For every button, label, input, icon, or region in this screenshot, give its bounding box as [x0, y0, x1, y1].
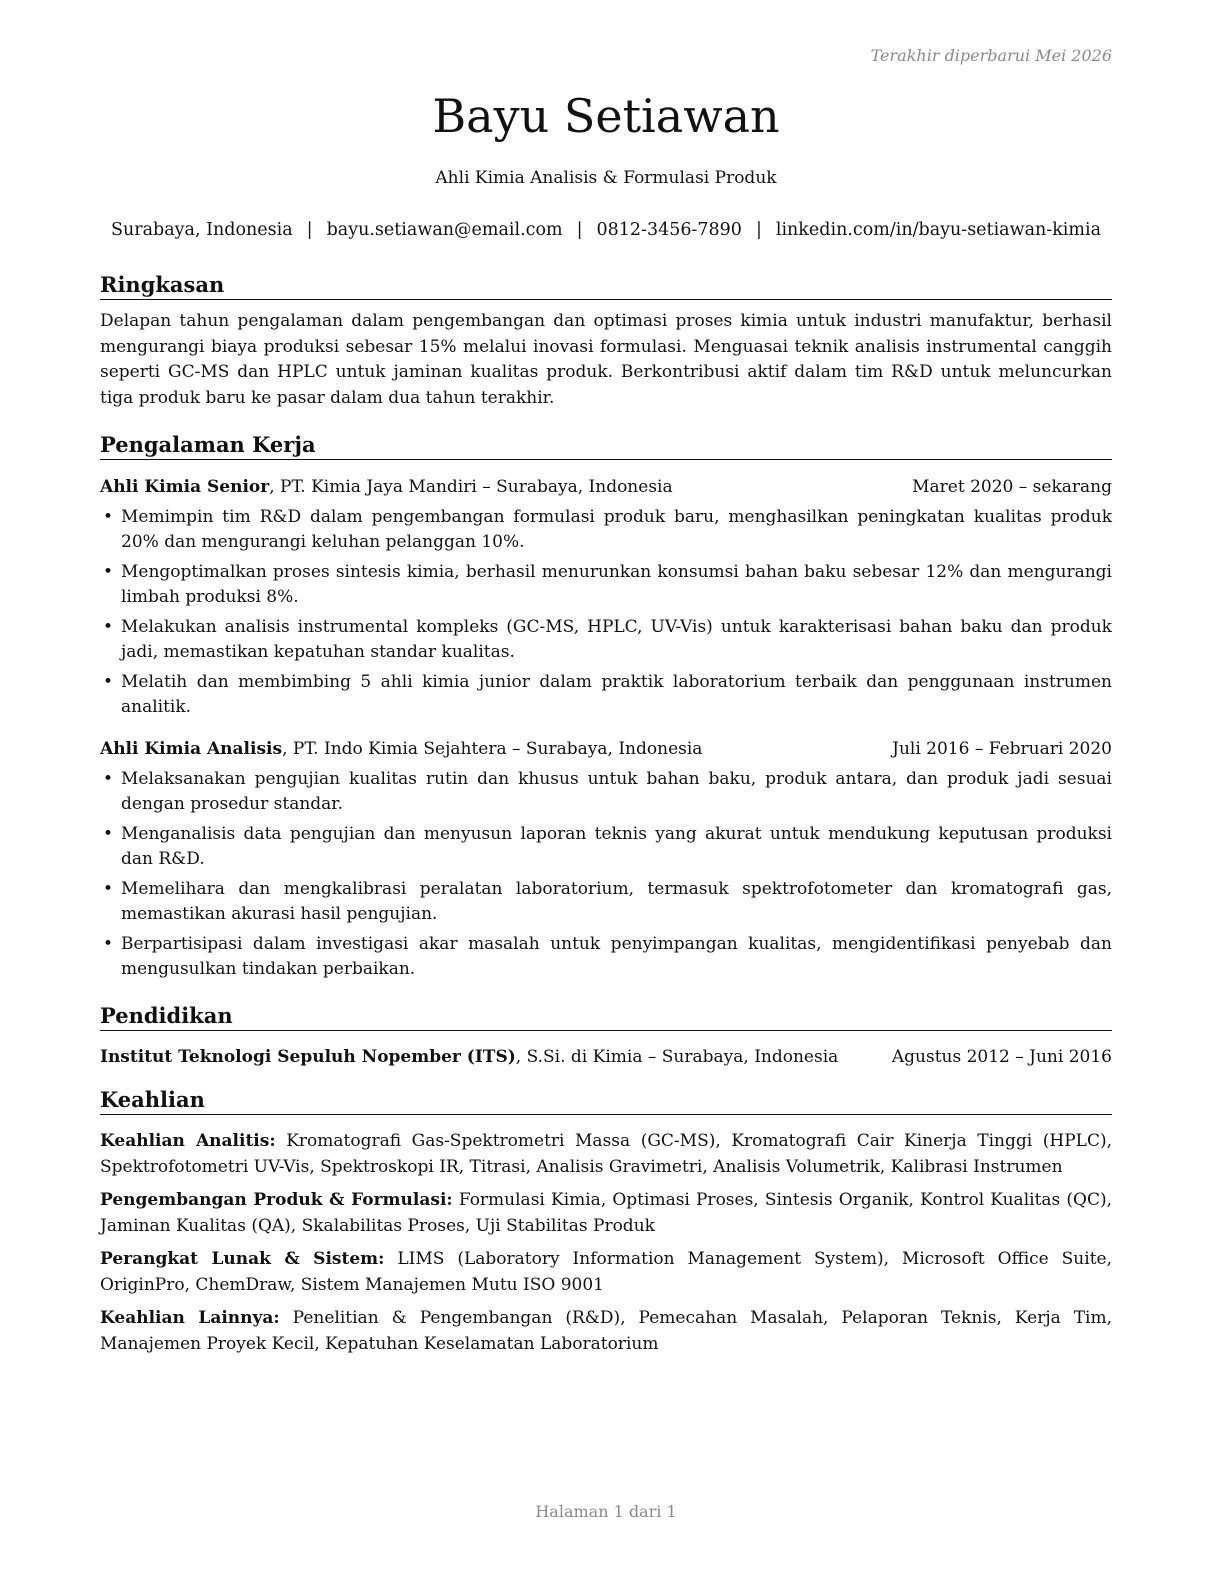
job-bullet: • Melatih dan membimbing 5 ahli kimia junior dalam praktik laboratorium terbaik dan penggunaan instrumen analitik.	[100, 670, 1112, 720]
contact-phone: 0812-3456-7890	[596, 220, 742, 240]
job-dates: Maret 2020 – sekarang	[912, 477, 1112, 497]
education-dates: Agustus 2012 – Juni 2016	[891, 1047, 1112, 1067]
contact-location: Surabaya, Indonesia	[110, 220, 293, 240]
job-header	[100, 737, 1112, 761]
job-bullet: • Menganalisis data pengujian dan menyusun laporan teknis yang akurat untuk mendukung keputusan produksi dan R&D.	[100, 822, 1112, 872]
job-company: , PT. Indo Kimia Sejahtera – Surabaya, Indonesia	[282, 739, 703, 759]
skill-group-items: Formulasi Kimia, Optimasi Proses, Sintesis Organik, Kontrol Kualitas (QC), Jaminan Kualitas (QA), Skalabilitas Proses, Uji Stabilitas Produk	[100, 1190, 1113, 1236]
section-title-skills: Keahlian	[100, 1087, 1112, 1115]
job-bullets	[100, 767, 1112, 982]
job-entry	[100, 737, 1112, 982]
job-bullet: • Melaksanakan pengujian kualitas rutin dan khusus untuk bahan baku, produk antara, dan produk jadi sesuai dengan prosedur standar.	[100, 767, 1112, 817]
contact-separator: |	[755, 220, 762, 240]
skill-group-label: Perangkat Lunak & Sistem:	[100, 1249, 385, 1269]
summary-text: Delapan tahun pengalaman dalam pengembangan dan optimasi proses kimia untuk industri manufaktur, berhasil mengurangi biaya produksi sebesar 15% melalui inovasi formulasi. Menguasai teknik analisis instrumental canggih seperti GC-MS dan HPLC untuk jaminan kualitas produk. Berkontribusi aktif dalam tim R&D untuk meluncurkan tiga produk baru ke pasar dalam dua tahun terakhir.	[100, 311, 1112, 408]
skill-group-label: Keahlian Lainnya:	[100, 1308, 280, 1328]
job-title-line	[100, 737, 702, 761]
contact-separator: |	[306, 220, 313, 240]
job-company: , PT. Kimia Jaya Mandiri – Surabaya, Indonesia	[269, 477, 673, 497]
job-bullet: • Melakukan analisis instrumental kompleks (GC-MS, HPLC, UV-Vis) untuk karakterisasi bahan baku dan produk jadi, memastikan kepatuhan standar kualitas.	[100, 615, 1112, 665]
skills-section	[100, 1087, 1112, 1365]
job-entry	[100, 475, 1112, 720]
candidate-tagline: Ahli Kimia Analisis & Formulasi Produk	[435, 168, 777, 188]
education-title-line	[100, 1045, 838, 1069]
education-degree: , S.Si. di Kimia – Surabaya, Indonesia	[515, 1047, 839, 1067]
job-bullets	[100, 505, 1112, 720]
contact-separator: |	[576, 220, 583, 240]
job-role: Ahli Kimia Analisis	[100, 739, 283, 759]
job-role: Ahli Kimia Senior	[100, 477, 270, 497]
section-title-summary: Ringkasan	[100, 272, 1112, 300]
job-bullet: • Berpartisipasi dalam investigasi akar masalah untuk penyimpangan kualitas, mengidentifikasi penyebab dan mengusulkan tindakan perbaikan.	[100, 932, 1112, 982]
job-bullet: • Mengoptimalkan proses sintesis kimia, berhasil menurunkan konsumsi bahan baku sebesar 12% dan mengurangi limbah produksi 8%.	[100, 560, 1112, 610]
resume-page	[100, 0, 1112, 1584]
education-school: Institut Teknologi Sepuluh Nopember (ITS)	[100, 1047, 516, 1067]
job-bullet: • Memelihara dan mengkalibrasi peralatan laboratorium, termasuk spektrofotometer dan kromatografi gas, memastikan akurasi hasil pengujian.	[100, 877, 1112, 927]
education-entry	[100, 1045, 1112, 1069]
contact-email[interactable]: bayu.setiawan@email.com	[326, 220, 563, 240]
skill-group-items: LIMS (Laboratory Information Management System), Microsoft Office Suite, OriginPro, ChemDraw, Sistem Manajemen Mutu ISO 9001	[100, 1249, 1112, 1295]
skills-list	[100, 1129, 1112, 1357]
skill-group	[100, 1129, 1112, 1180]
section-title-education: Pendidikan	[100, 1003, 1112, 1031]
summary-section	[100, 272, 1112, 411]
skill-group-items: Penelitian & Pengembangan (R&D), Pemecahan Masalah, Pelaporan Teknis, Kerja Tim, Manajemen Proyek Kecil, Kepatuhan Keselamatan Laboratorium	[100, 1308, 1113, 1354]
education-section	[100, 1003, 1112, 1069]
skill-group	[100, 1306, 1112, 1357]
skill-group-label: Keahlian Analitis:	[100, 1131, 276, 1151]
job-header	[100, 475, 1112, 499]
section-title-experience: Pengalaman Kerja	[100, 432, 1112, 460]
last-updated-note: Terakhir diperbarui Mei 2026	[870, 46, 1112, 65]
skill-group	[100, 1188, 1112, 1239]
job-title-line	[100, 475, 673, 499]
skill-group-label: Pengembangan Produk & Formulasi:	[100, 1190, 453, 1210]
experience-section	[100, 432, 1112, 987]
contact-line	[100, 220, 1112, 240]
skill-group-items: Kromatografi Gas-Spektrometri Massa (GC-MS), Kromatografi Cair Kinerja Tinggi (HPLC), Spektrofotometri UV-Vis, Spektroskopi IR, Titrasi, Analisis Gravimetri, Analisis Volumetrik, Kalibrasi Instrumen	[100, 1131, 1112, 1177]
job-bullet: • Memimpin tim R&D dalam pengembangan formulasi produk baru, menghasilkan peningkatan kualitas produk 20% dan mengurangi keluhan pelanggan 10%.	[100, 505, 1112, 555]
job-dates: Juli 2016 – Februari 2020	[892, 739, 1112, 759]
page-number: Halaman 1 dari 1	[535, 1502, 677, 1521]
skill-group	[100, 1247, 1112, 1298]
contact-linkedin[interactable]: linkedin.com/in/bayu-setiawan-kimia	[775, 220, 1102, 240]
candidate-name: Bayu Setiawan	[432, 89, 780, 143]
